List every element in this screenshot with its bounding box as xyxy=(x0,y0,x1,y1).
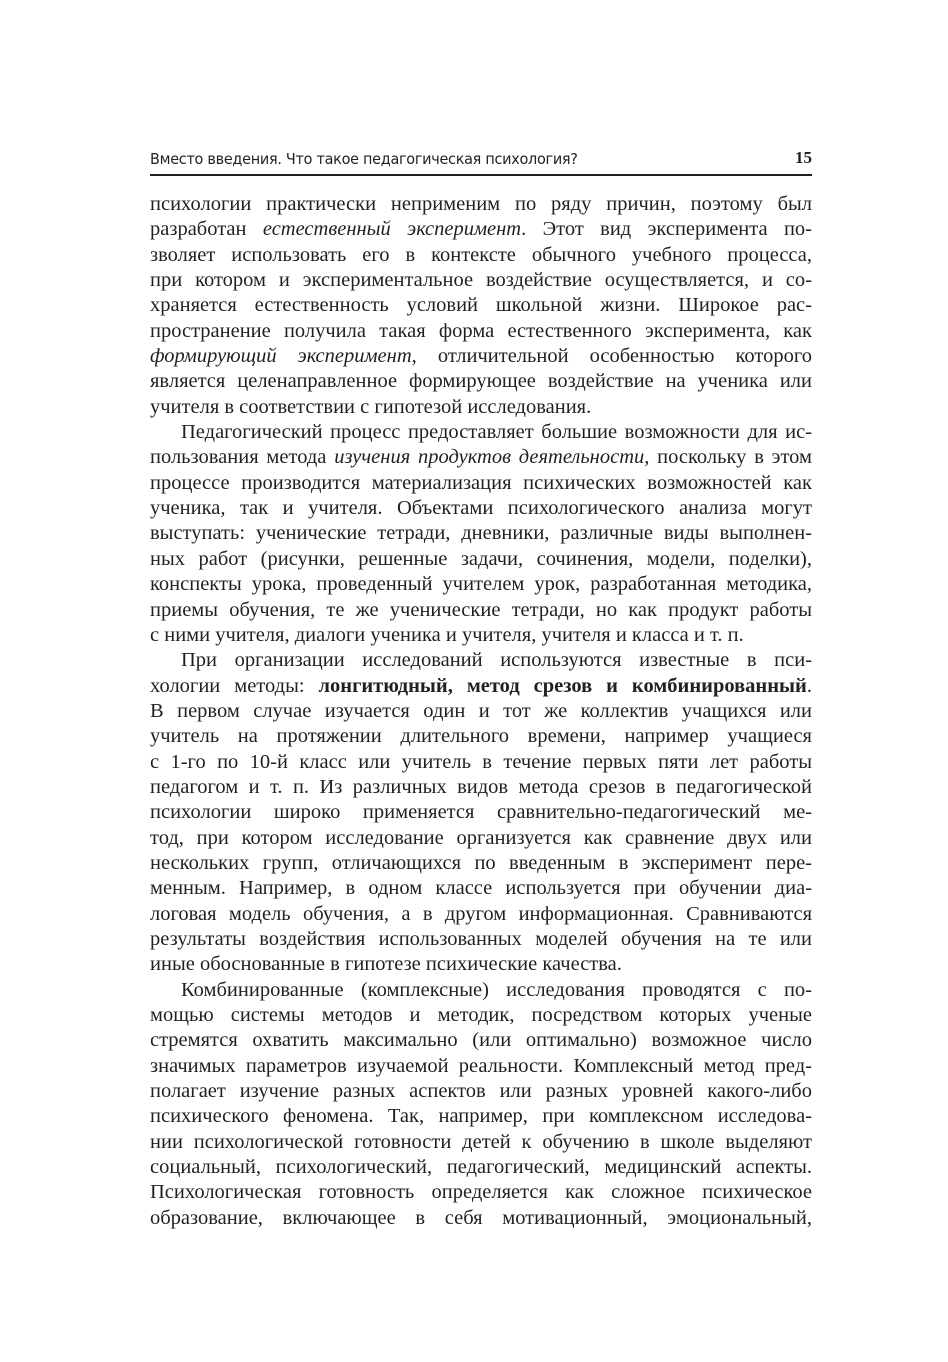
text-segment: мощью системы методов и методик, посредством которых ученые xyxy=(150,1004,812,1026)
text-segment: В первом случае изучается один и тот же коллектив учащихся или xyxy=(150,699,812,722)
text-line xyxy=(150,243,812,268)
text-line xyxy=(150,1180,812,1205)
text-line xyxy=(150,344,812,369)
text-line xyxy=(150,369,812,394)
text-line xyxy=(150,800,812,825)
text-line xyxy=(150,395,812,420)
text-line xyxy=(150,521,812,546)
text-segment: с ними учителя, диалоги ученика и учителя, учителя и класса и т. п. xyxy=(150,623,744,646)
italic-term: изучения продуктов деятельности xyxy=(334,446,645,469)
bold-term: лонгитюдный, метод срезов и комбинированный xyxy=(318,674,807,697)
text-line xyxy=(150,293,812,318)
text-line xyxy=(150,623,812,648)
text-segment: результаты воздействия использованных моделей обучения на те или xyxy=(150,927,812,950)
text-segment: пользования метода xyxy=(150,446,335,469)
text-segment: логовая модель обучения, а в другом информационная. Сравниваются xyxy=(150,902,812,925)
text-line xyxy=(150,674,812,699)
text-segment: психологии широко применяется сравнительно-педагогический ме- xyxy=(150,801,812,824)
text-segment: ных работ (рисунки, решенные задачи, сочинения, модели, поделки), xyxy=(150,547,812,570)
text-line xyxy=(150,876,812,901)
text-segment: полагает изучение разных аспектов или разных уровней какого-либо xyxy=(150,1080,812,1103)
text-line xyxy=(150,471,812,496)
text-line xyxy=(150,826,812,851)
text-line xyxy=(150,927,812,952)
text-line xyxy=(150,445,812,470)
text-segment: нескольких групп, отличающихся по введенным в эксперимент пере- xyxy=(150,851,812,874)
text-segment: учитель на протяжении длительного времени, например учащиеся xyxy=(150,725,812,748)
text-segment: иные обоснованные в гипотезе психические качества. xyxy=(150,953,622,976)
text-line xyxy=(150,851,812,876)
text-segment: стремятся охватить максимально (или оптимально) возможное число xyxy=(150,1029,812,1052)
text-segment: Педагогический процесс предоставляет большие возможности для ис- xyxy=(181,421,812,444)
text-segment: разработан xyxy=(150,218,263,241)
text-segment: зволяет использовать его в контексте обычного учебного процесса, xyxy=(150,243,812,266)
text-line xyxy=(150,1130,812,1155)
text-line xyxy=(150,572,812,597)
text-line xyxy=(150,217,812,242)
text-line xyxy=(150,1104,812,1129)
italic-term: естественный эксперимент xyxy=(262,218,522,241)
running-header xyxy=(150,146,812,176)
text-segment: значимых параметров изучаемой реальности. Комплексный метод пред- xyxy=(150,1054,812,1077)
text-segment: учителя в соответствии с гипотезой исследования. xyxy=(150,395,592,418)
text-line xyxy=(150,750,812,775)
text-segment: нии психологической готовности детей к обучению в школе выделяют xyxy=(150,1130,812,1153)
text-line xyxy=(150,598,812,623)
text-segment: тод, при котором исследование организуется как сравнение двух или xyxy=(150,826,812,849)
text-segment: приемы обучения, те же ученические тетради, но как продукт работы xyxy=(150,598,812,621)
text-line xyxy=(150,699,812,724)
text-line xyxy=(150,192,812,217)
text-line xyxy=(150,952,812,977)
text-segment: процессе производится материализация психических возможностей как xyxy=(150,471,812,494)
text-segment: при котором и экспериментальное воздействие осуществляется, и со- xyxy=(150,269,812,292)
text-segment: . xyxy=(806,674,812,697)
text-segment: Комбинированные (комплексные) исследования проводятся с по- xyxy=(181,978,812,1001)
text-line xyxy=(150,420,812,445)
text-line xyxy=(150,902,812,927)
text-segment: психологии практически неприменим по ряду причин, поэтому был xyxy=(150,193,812,215)
italic-term: формирующий эксперимент xyxy=(150,345,412,368)
running-header-title: Вместо введения. Что такое педагогическая психология? xyxy=(150,150,578,168)
text-line xyxy=(150,775,812,800)
text-segment: психического феномена. Так, например, при комплексном исследова- xyxy=(150,1105,812,1128)
text-segment: хологии методы: xyxy=(150,674,319,697)
text-line xyxy=(150,268,812,293)
text-segment: храняется естественность условий школьной жизни. Широкое рас- xyxy=(150,294,812,317)
text-segment: , отличительной особенностью которого xyxy=(411,345,813,368)
text-segment: , поскольку в этом xyxy=(644,446,812,469)
text-line xyxy=(150,547,812,572)
text-segment: . Этот вид эксперимента по- xyxy=(521,218,813,241)
text-line xyxy=(150,1028,812,1053)
text-line xyxy=(150,978,812,1003)
text-segment: менным. Например, в одном классе используется при обучении диа- xyxy=(150,877,812,900)
text-line xyxy=(150,648,812,673)
text-segment: образование, включающее в себя мотивационный, эмоциональный, xyxy=(150,1206,812,1229)
text-line xyxy=(150,319,812,344)
text-line xyxy=(150,724,812,749)
text-segment: выступать: ученические тетради, дневники, различные виды выполнен- xyxy=(150,522,812,545)
text-segment: пространение получила такая форма естественного эксперимента, как xyxy=(150,319,812,342)
text-segment: конспекты урока, проведенный учителем урок, разработанная методика, xyxy=(150,573,812,596)
text-segment: является целенаправленное формирующее воздействие на ученика или xyxy=(150,370,812,393)
text-line xyxy=(150,1206,812,1231)
text-segment: Психологическая готовность определяется как сложное психическое xyxy=(150,1181,812,1204)
text-segment: социальный, психологический, педагогический, медицинский аспекты. xyxy=(150,1156,812,1179)
page-number: 15 xyxy=(795,148,812,167)
text-segment: ученика, так и учителя. Объектами психологического анализа могут xyxy=(150,497,812,520)
text-segment: с 1-го по 10-й класс или учитель в течение первых пяти лет работы xyxy=(150,750,812,773)
text-line xyxy=(150,1003,812,1028)
text-line xyxy=(150,1054,812,1079)
text-line xyxy=(150,1155,812,1180)
text-line xyxy=(150,496,812,521)
text-line xyxy=(150,1079,812,1104)
text-segment: При организации исследований используются известные в пси- xyxy=(181,649,812,672)
body-text xyxy=(150,192,812,1231)
text-segment: педагогом и т. п. Из различных видов метода срезов в педагогической xyxy=(150,775,812,798)
